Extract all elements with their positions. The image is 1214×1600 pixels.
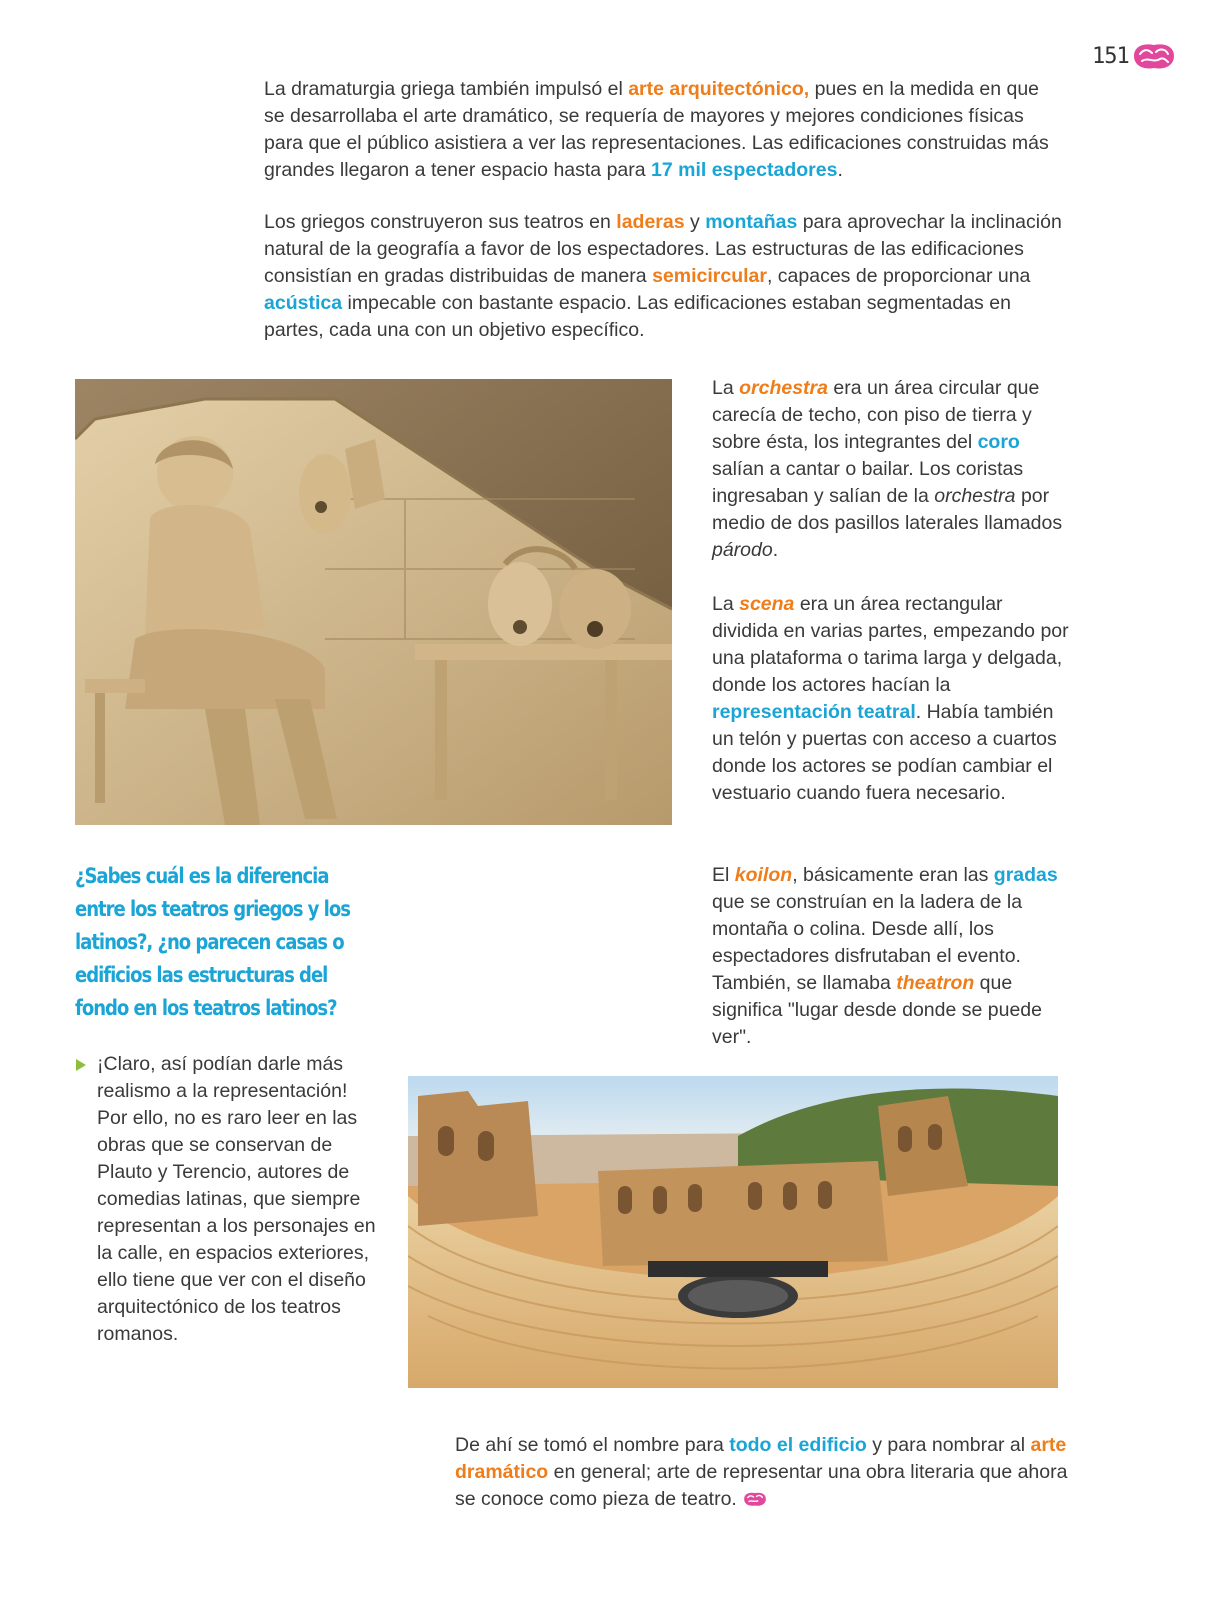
highlight-term: acústica [264,292,343,314]
theater-image [408,1076,1058,1388]
text-run: para aprovechar la inclinación natural de la geografía a favor de los espectadores. Las estructuras de las edificaciones consistían en gradas distribuidas de manera [264,211,1062,287]
text-run: salían a cantar o bailar. Los coristas ingresaban y salían de la [712,458,1024,507]
text-run: . [772,539,779,561]
highlight-term: theatron [896,972,975,994]
highlight-term: párodo [712,539,773,561]
sidebar-question: ¿Sabes cuál es la diferencia entre los teatros griegos y los latinos?, ¿no parecen casas o edificios las estructuras del fondo en los teatros latinos? [75,864,350,1020]
text-run: y [684,211,706,233]
text-run: que significa "lugar desde donde se puede ver". [712,972,1042,1048]
text-run: La dramaturgia griega también impulsó el [264,78,629,100]
text-run: Los griegos construyeron sus teatros en [264,211,617,233]
highlight-term: gradas [993,864,1058,886]
intro-paragraph-2 [264,209,1064,344]
text-run: La [712,377,740,399]
highlight-term: coro [977,431,1020,453]
text-run: . [837,159,843,181]
highlight-term: representación teatral [712,701,916,723]
text-run: impecable con bastante espacio. Las edificaciones estaban segmentadas en partes, cada una con un objetivo específico. [264,292,1011,341]
highlight-term: todo el edificio [729,1434,867,1456]
triangle-bullet-icon [75,1058,87,1077]
text-run: por medio de dos pasillos laterales llamados [712,485,1063,534]
text-run: que se construían en la ladera de la montaña o colina. Desde allí, los espectadores disfrutaban el evento. También, se llamaba [712,891,1023,994]
end-ornament-icon [742,1489,768,1516]
highlight-term: orchestra [934,485,1016,507]
scena-paragraph [712,591,1072,807]
highlight-term: montañas [705,211,798,233]
highlight-term: orchestra [739,377,828,399]
closing-paragraph [455,1432,1075,1516]
text-run: y para nombrar al [866,1434,1031,1456]
highlight-term: arte dramático [455,1434,1067,1483]
highlight-term: semicircular [652,265,767,287]
highlight-term: koilon [734,864,793,886]
text-run: , básicamente eran las [792,864,994,886]
highlight-term: 17 mil espectadores [651,159,838,181]
text-run: era un área circular que carecía de techo, con piso de tierra y sobre ésta, los integrantes del [712,377,1040,453]
page-number: 151 [1092,44,1129,69]
ornament-icon [1130,40,1178,77]
text-run: El [712,864,735,886]
highlight-term: arte arquitectónico, [628,78,810,100]
text-run: , capaces de proporcionar una [766,265,1031,287]
text-run: . Había también un telón y puertas con acceso a cuartos donde los actores se podían cambiar el vestuario cuando fuera necesario. [712,701,1057,804]
text-run: pues en la medida en que se desarrollaba el arte dramático, se requería de mayores y mejores condiciones físicas para que el público asistiera a ver las representaciones. Las edificaciones construidas más grandes llegaron a tener espacio hasta para [264,78,1049,181]
highlight-term: scena [739,593,795,615]
orchestra-paragraph [712,375,1072,564]
text-run: era un área rectangular dividida en varias partes, empezando por una plataforma o tarima larga y delgada, donde los actores hacían la [712,593,1069,696]
text-run: en general; arte de representar una obra literaria que ahora se conoce como pieza de teatro. [455,1461,1068,1510]
koilon-paragraph [712,862,1072,1051]
text-run: De ahí se tomó el nombre para [455,1434,730,1456]
relief-image [75,379,672,825]
intro-paragraph-1 [264,76,1064,184]
highlight-term: laderas [616,211,685,233]
text-run: La [712,593,740,615]
sidebar-answer: ¡Claro, así podían darle más realismo a la representación! Por ello, no es raro leer en las obras que se conservan de Plauto y Terencio, autores de comedias latinas, que siempre representan a los personajes en la calle, en espacios exteriores, ello tiene que ver con el diseño arquitectónico de los teatros romanos. [97,1053,376,1345]
